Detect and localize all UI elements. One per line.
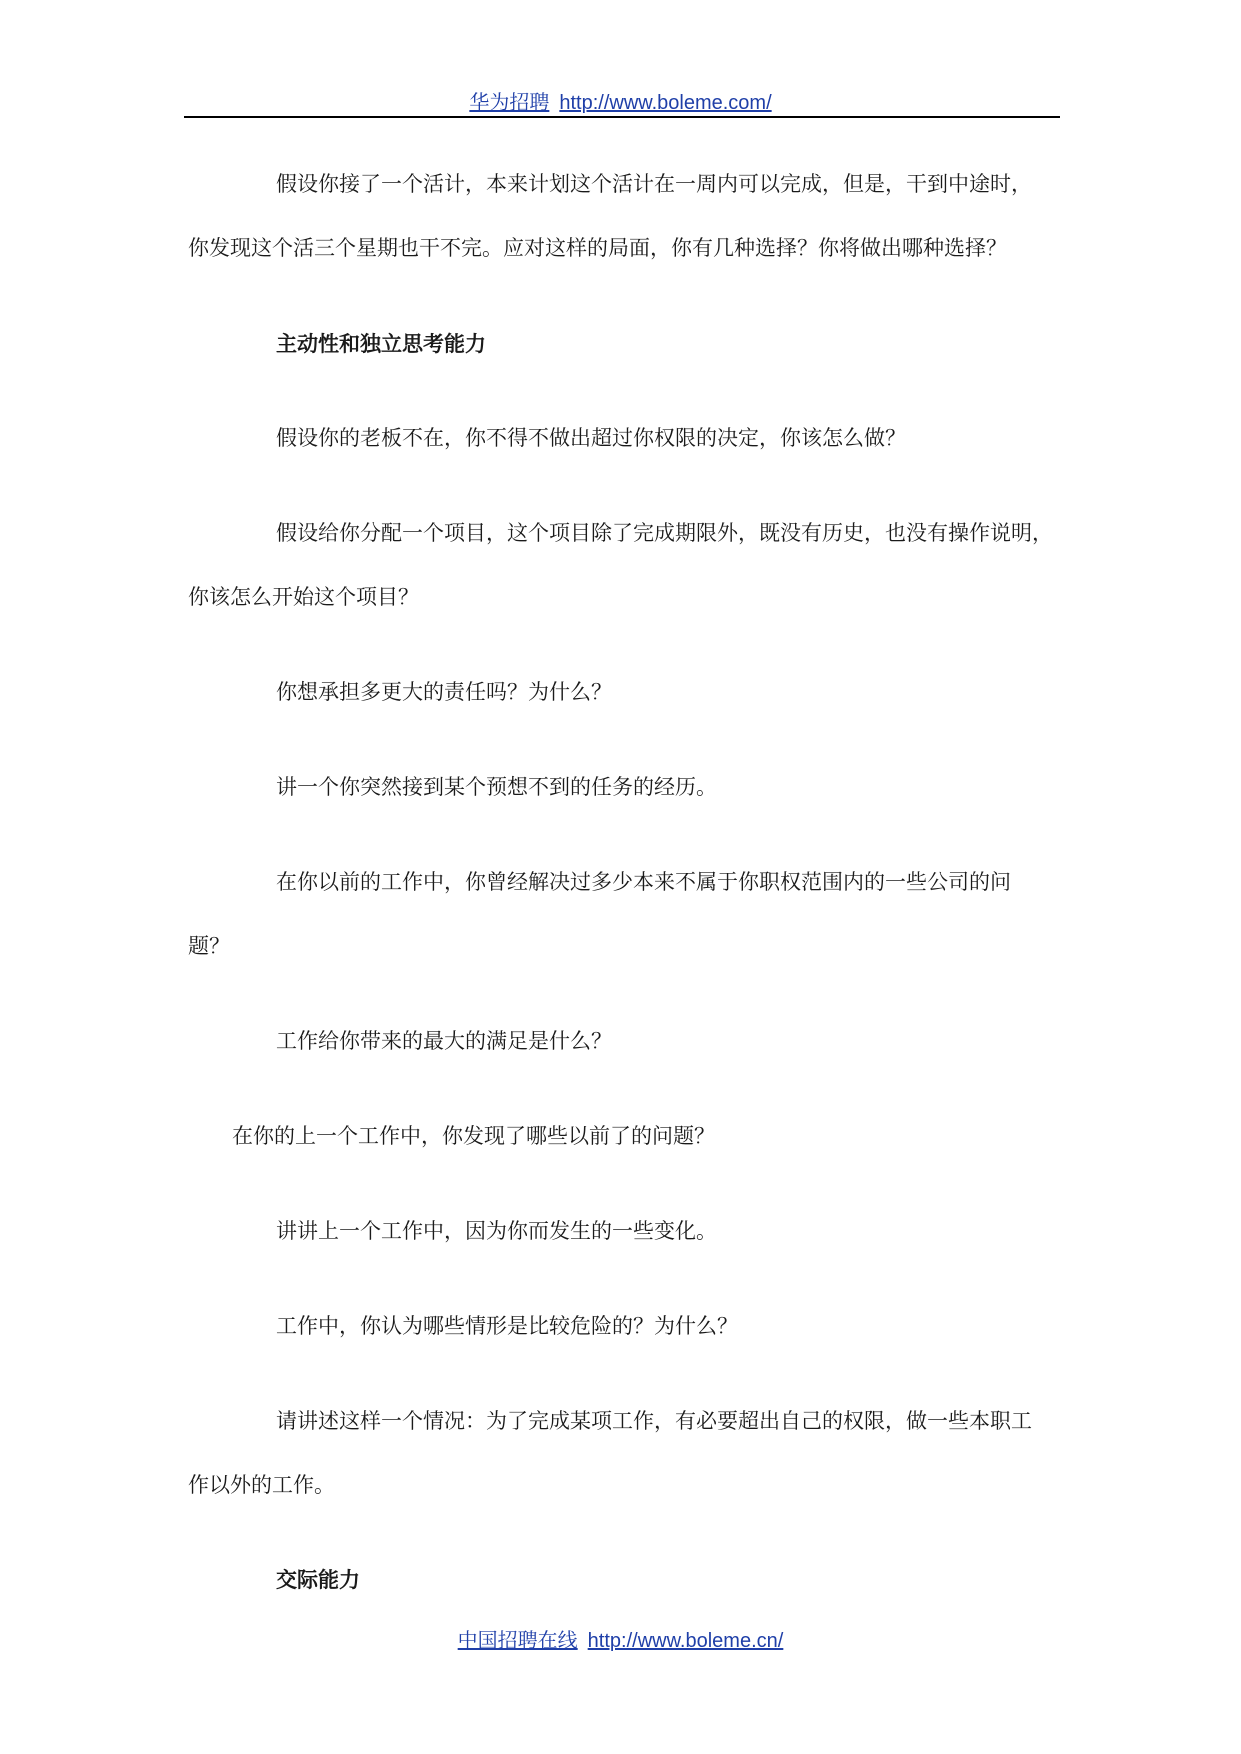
footer-url-link[interactable]: http://www.boleme.cn/ xyxy=(587,1630,784,1652)
paragraph-1-line-2: 你发现这个活三个星期也干不完。应对这样的局面，你有几种选择？你将做出哪种选择？ xyxy=(188,236,1007,260)
paragraph-11-line-2: 作以外的工作。 xyxy=(188,1473,335,1497)
paragraph-8: 在你的上一个工作中，你发现了哪些以前了的问题？ xyxy=(232,1124,715,1148)
paragraph-6-line-2: 题？ xyxy=(188,934,230,958)
paragraph-9: 讲讲上一个工作中，因为你而发生的一些变化。 xyxy=(276,1219,717,1243)
paragraph-4: 你想承担多更大的责任吗？为什么？ xyxy=(276,680,612,704)
section-heading-communication: 交际能力 xyxy=(276,1568,360,1592)
page-footer xyxy=(0,1626,1241,1655)
paragraph-1-line-1: 假设你接了一个活计，本来计划这个活计在一周内可以完成，但是，干到中途时， xyxy=(276,172,1032,196)
header-url-link[interactable]: http://www.boleme.com/ xyxy=(559,92,772,114)
paragraph-3-line-1: 假设给你分配一个项目，这个项目除了完成期限外，既没有历史，也没有操作说明， xyxy=(276,521,1053,545)
paragraph-10: 工作中，你认为哪些情形是比较危险的？为什么？ xyxy=(276,1314,738,1338)
paragraph-3-line-2: 你该怎么开始这个项目？ xyxy=(188,585,419,609)
paragraph-11-line-1: 请讲述这样一个情况：为了完成某项工作，有必要超出自己的权限，做一些本职工 xyxy=(276,1409,1032,1433)
header-divider xyxy=(184,116,1060,118)
footer-site-link[interactable]: 中国招聘在线 xyxy=(457,1628,578,1652)
page-header xyxy=(0,88,1241,117)
paragraph-7: 工作给你带来的最大的满足是什么？ xyxy=(276,1029,612,1053)
section-heading-initiative: 主动性和独立思考能力 xyxy=(276,332,486,356)
paragraph-6-line-1: 在你以前的工作中，你曾经解决过多少本来不属于你职权范围内的一些公司的问 xyxy=(276,870,1011,894)
paragraph-5: 讲一个你突然接到某个预想不到的任务的经历。 xyxy=(276,775,717,799)
header-site-link[interactable]: 华为招聘 xyxy=(469,90,550,114)
paragraph-2: 假设你的老板不在，你不得不做出超过你权限的决定，你该怎么做？ xyxy=(276,426,906,450)
